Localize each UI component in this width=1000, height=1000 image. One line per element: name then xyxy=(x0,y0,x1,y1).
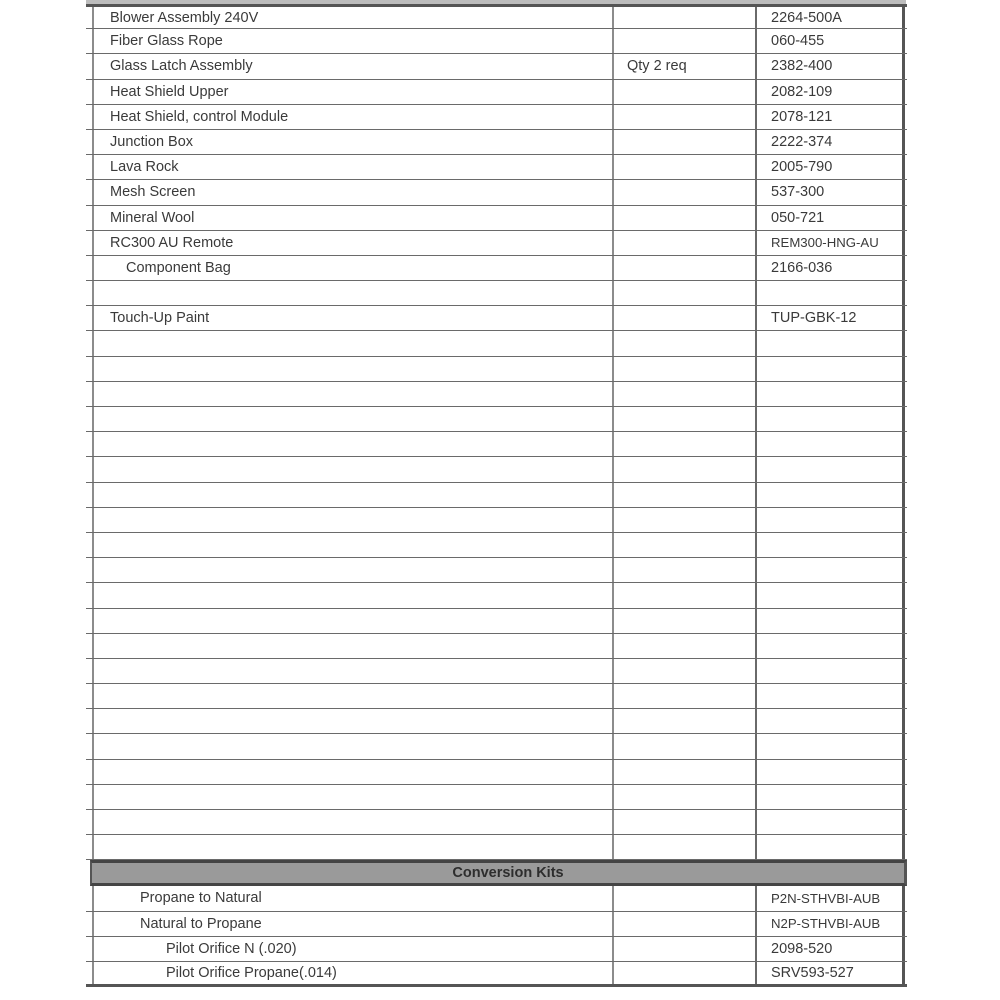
part-description xyxy=(92,709,612,733)
part-note xyxy=(612,306,755,330)
table-row xyxy=(86,432,907,457)
part-number xyxy=(755,533,905,557)
part-note xyxy=(612,709,755,733)
part-note xyxy=(612,785,755,809)
part-number xyxy=(755,609,905,633)
part-description xyxy=(92,684,612,708)
table-row xyxy=(86,357,907,382)
table-row xyxy=(86,180,907,205)
table-row xyxy=(86,281,907,306)
part-number: 2078-121 xyxy=(755,105,905,129)
part-number xyxy=(755,357,905,381)
part-number xyxy=(755,508,905,532)
part-number xyxy=(755,709,905,733)
part-note xyxy=(612,357,755,381)
part-description xyxy=(92,483,612,507)
part-number: 2222-374 xyxy=(755,130,905,154)
part-note xyxy=(612,105,755,129)
part-number xyxy=(755,457,905,481)
part-note xyxy=(612,407,755,431)
table-row xyxy=(86,558,907,583)
table-row xyxy=(86,4,907,29)
part-description xyxy=(92,357,612,381)
part-note xyxy=(612,734,755,758)
part-number: 2082-109 xyxy=(755,80,905,104)
table-row xyxy=(86,962,907,987)
part-note xyxy=(612,29,755,53)
part-description xyxy=(92,659,612,683)
part-note xyxy=(612,533,755,557)
table-row xyxy=(86,331,907,356)
part-note xyxy=(612,206,755,230)
part-description xyxy=(92,407,612,431)
part-note xyxy=(612,80,755,104)
part-description: Component Bag xyxy=(92,256,612,280)
part-description: RC300 AU Remote xyxy=(92,231,612,255)
table-row xyxy=(86,709,907,734)
part-description xyxy=(92,760,612,784)
part-description xyxy=(92,331,612,355)
part-description xyxy=(92,785,612,809)
part-number xyxy=(755,407,905,431)
part-note xyxy=(612,7,755,28)
table-row xyxy=(86,407,907,432)
part-description xyxy=(92,533,612,557)
part-number: 050-721 xyxy=(755,206,905,230)
table-row xyxy=(86,684,907,709)
table-row xyxy=(86,734,907,759)
part-note xyxy=(612,331,755,355)
table-row xyxy=(86,155,907,180)
table-row xyxy=(86,785,907,810)
part-description xyxy=(92,583,612,607)
part-number: TUP-GBK-12 xyxy=(755,306,905,330)
part-number xyxy=(755,835,905,859)
part-note xyxy=(612,180,755,204)
part-note xyxy=(612,810,755,834)
part-note xyxy=(612,609,755,633)
table-row xyxy=(86,80,907,105)
part-number xyxy=(755,734,905,758)
table-row xyxy=(86,810,907,835)
part-description xyxy=(92,609,612,633)
table-row xyxy=(86,634,907,659)
part-description: Lava Rock xyxy=(92,155,612,179)
table-row xyxy=(86,382,907,407)
part-description: Mineral Wool xyxy=(92,206,612,230)
part-note xyxy=(612,835,755,859)
table-row xyxy=(86,760,907,785)
part-description xyxy=(92,558,612,582)
part-description: Fiber Glass Rope xyxy=(92,29,612,53)
part-number: SRV593-527 xyxy=(755,962,905,984)
part-description: Pilot Orifice Propane(.014) xyxy=(92,962,612,984)
part-number xyxy=(755,785,905,809)
part-note xyxy=(612,962,755,984)
conversion-kits-body xyxy=(86,886,907,987)
part-description: Natural to Propane xyxy=(92,912,612,936)
table-row xyxy=(86,912,907,937)
table-row xyxy=(86,508,907,533)
part-description xyxy=(92,734,612,758)
part-note xyxy=(612,937,755,961)
part-number xyxy=(755,684,905,708)
part-description xyxy=(92,281,612,305)
part-description: Junction Box xyxy=(92,130,612,154)
part-note xyxy=(612,483,755,507)
part-description xyxy=(92,634,612,658)
part-description: Heat Shield Upper xyxy=(92,80,612,104)
part-note xyxy=(612,432,755,456)
part-number xyxy=(755,382,905,406)
part-number xyxy=(755,432,905,456)
part-description xyxy=(92,382,612,406)
table-row xyxy=(86,457,907,482)
part-description: Touch-Up Paint xyxy=(92,306,612,330)
part-number: N2P-STHVBI-AUB xyxy=(755,912,905,936)
part-number xyxy=(755,583,905,607)
part-number: 2098-520 xyxy=(755,937,905,961)
table-row xyxy=(86,835,907,860)
part-note xyxy=(612,912,755,936)
part-description xyxy=(92,810,612,834)
part-description: Heat Shield, control Module xyxy=(92,105,612,129)
table-row xyxy=(86,659,907,684)
table-row xyxy=(86,256,907,281)
part-description: Propane to Natural xyxy=(92,886,612,910)
part-number xyxy=(755,659,905,683)
part-number: 2264-500A xyxy=(755,7,905,28)
part-number: 2382-400 xyxy=(755,54,905,78)
part-note: Qty 2 req xyxy=(612,54,755,78)
part-number xyxy=(755,483,905,507)
part-description xyxy=(92,508,612,532)
conversion-kits-title: Conversion Kits xyxy=(452,865,564,882)
part-number: 537-300 xyxy=(755,180,905,204)
part-note xyxy=(612,583,755,607)
part-note xyxy=(612,684,755,708)
table-row xyxy=(86,886,907,911)
part-note xyxy=(612,457,755,481)
part-number: 2166-036 xyxy=(755,256,905,280)
part-note xyxy=(612,231,755,255)
table-row xyxy=(86,206,907,231)
part-note xyxy=(612,155,755,179)
part-description: Blower Assembly 240V xyxy=(92,7,612,28)
part-description xyxy=(92,835,612,859)
part-number: REM300-HNG-AU xyxy=(755,231,905,255)
parts-list-body xyxy=(86,4,907,860)
part-number: 060-455 xyxy=(755,29,905,53)
table-row xyxy=(86,105,907,130)
part-number xyxy=(755,810,905,834)
part-description xyxy=(92,432,612,456)
part-note xyxy=(612,130,755,154)
table-row xyxy=(86,29,907,54)
part-note xyxy=(612,256,755,280)
part-number xyxy=(755,281,905,305)
part-description: Mesh Screen xyxy=(92,180,612,204)
part-note xyxy=(612,508,755,532)
part-note xyxy=(612,558,755,582)
part-number xyxy=(755,331,905,355)
part-note xyxy=(612,886,755,910)
part-description xyxy=(92,457,612,481)
part-number: P2N-STHVBI-AUB xyxy=(755,886,905,910)
table-row xyxy=(86,583,907,608)
part-number: 2005-790 xyxy=(755,155,905,179)
part-description: Glass Latch Assembly xyxy=(92,54,612,78)
part-note xyxy=(612,760,755,784)
parts-list-table xyxy=(86,4,907,987)
part-description: Pilot Orifice N (.020) xyxy=(92,937,612,961)
part-note xyxy=(612,382,755,406)
table-row xyxy=(86,231,907,256)
part-note xyxy=(612,281,755,305)
conversion-kits-header xyxy=(90,860,907,886)
part-note xyxy=(612,634,755,658)
part-number xyxy=(755,558,905,582)
part-number xyxy=(755,760,905,784)
part-number xyxy=(755,634,905,658)
table-row xyxy=(86,483,907,508)
table-row xyxy=(86,54,907,79)
part-note xyxy=(612,659,755,683)
table-row xyxy=(86,937,907,962)
table-row xyxy=(86,306,907,331)
table-row xyxy=(86,609,907,634)
table-row xyxy=(86,130,907,155)
table-row xyxy=(86,533,907,558)
